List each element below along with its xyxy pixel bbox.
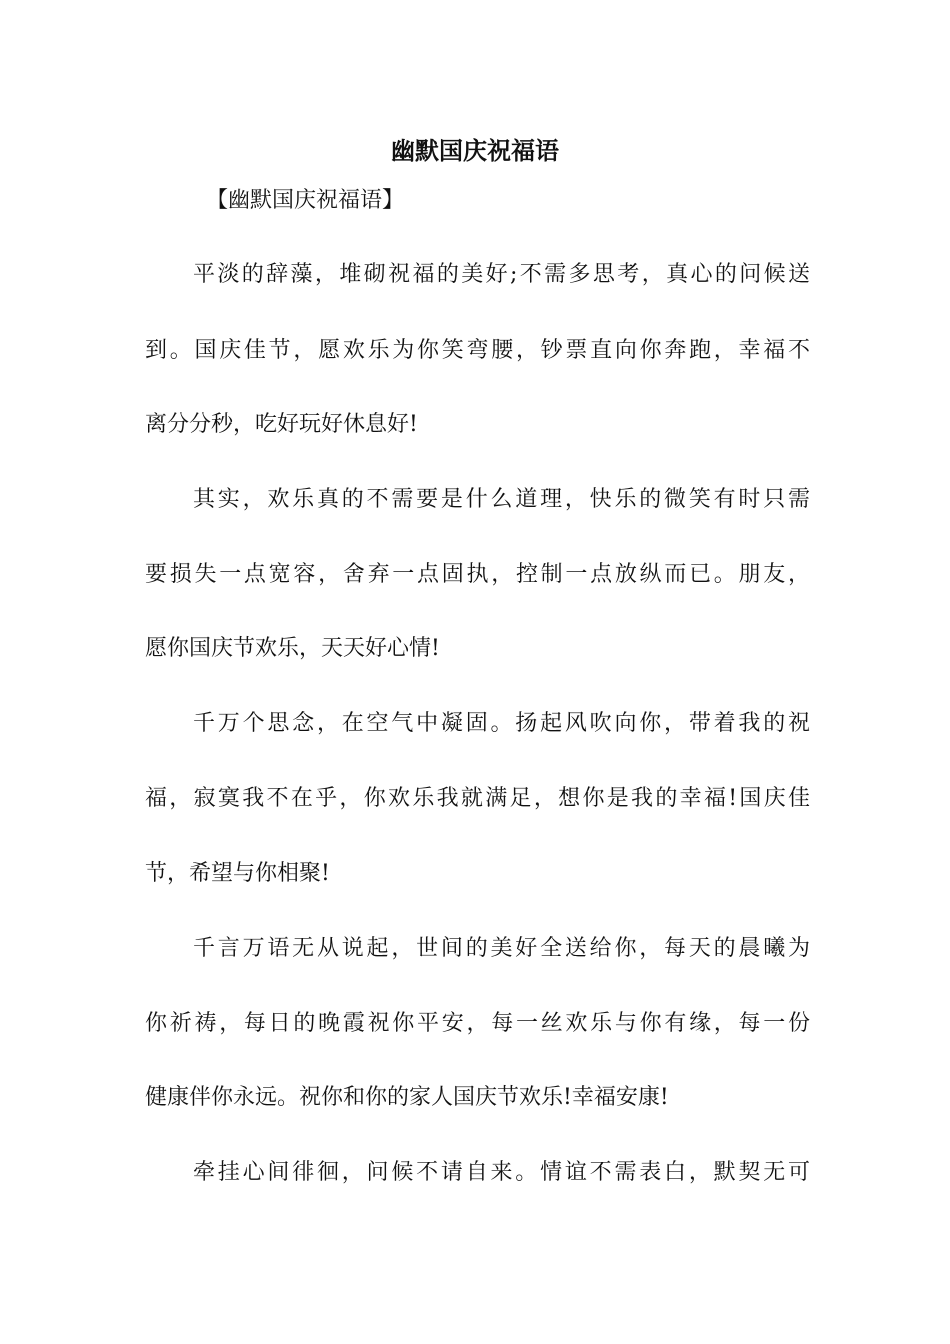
paragraph-1-line-3: 离分分秒，吃好玩好休息好!: [145, 412, 418, 437]
paragraph-2-line-1: 其实，欢乐真的不需要是什么道理，快乐的微笑有时只需: [193, 487, 810, 512]
document-subtitle: 【幽默国庆祝福语】: [206, 188, 405, 213]
paragraph-4-line-1: 千言万语无从说起，世间的美好全送给你，每天的晨曦为: [193, 936, 810, 961]
paragraph-1-line-1: 平淡的辞藻，堆砌祝福的美好;不需多思考，真心的问候送: [193, 262, 810, 287]
paragraph-4-line-3: 健康伴你永远。祝你和你的家人国庆节欢乐!幸福安康!: [145, 1085, 669, 1110]
paragraph-3-line-1: 千万个思念，在空气中凝固。扬起风吹向你，带着我的祝: [193, 711, 810, 736]
paragraph-4-line-2: 你祈祷，每日的晚霞祝你平安，每一丝欢乐与你有缘，每一份: [145, 1011, 810, 1036]
paragraph-3-line-2: 福，寂寞我不在乎，你欢乐我就满足，想你是我的幸福!国庆佳: [145, 786, 810, 811]
paragraph-3-line-3: 节，希望与你相聚!: [145, 861, 330, 886]
paragraph-5-line-1: 牵挂心间徘徊，问候不请自来。情谊不需表白，默契无可: [193, 1160, 810, 1185]
paragraph-1-line-2: 到。国庆佳节，愿欢乐为你笑弯腰，钞票直向你奔跑，幸福不: [145, 338, 810, 363]
paragraph-2-line-2: 要损失一点宽容，舍弃一点固执，控制一点放纵而已。朋友，: [145, 562, 810, 587]
paragraph-2-line-3: 愿你国庆节欢乐，天天好心情!: [145, 636, 440, 661]
document-title: 幽默国庆祝福语: [391, 136, 559, 165]
